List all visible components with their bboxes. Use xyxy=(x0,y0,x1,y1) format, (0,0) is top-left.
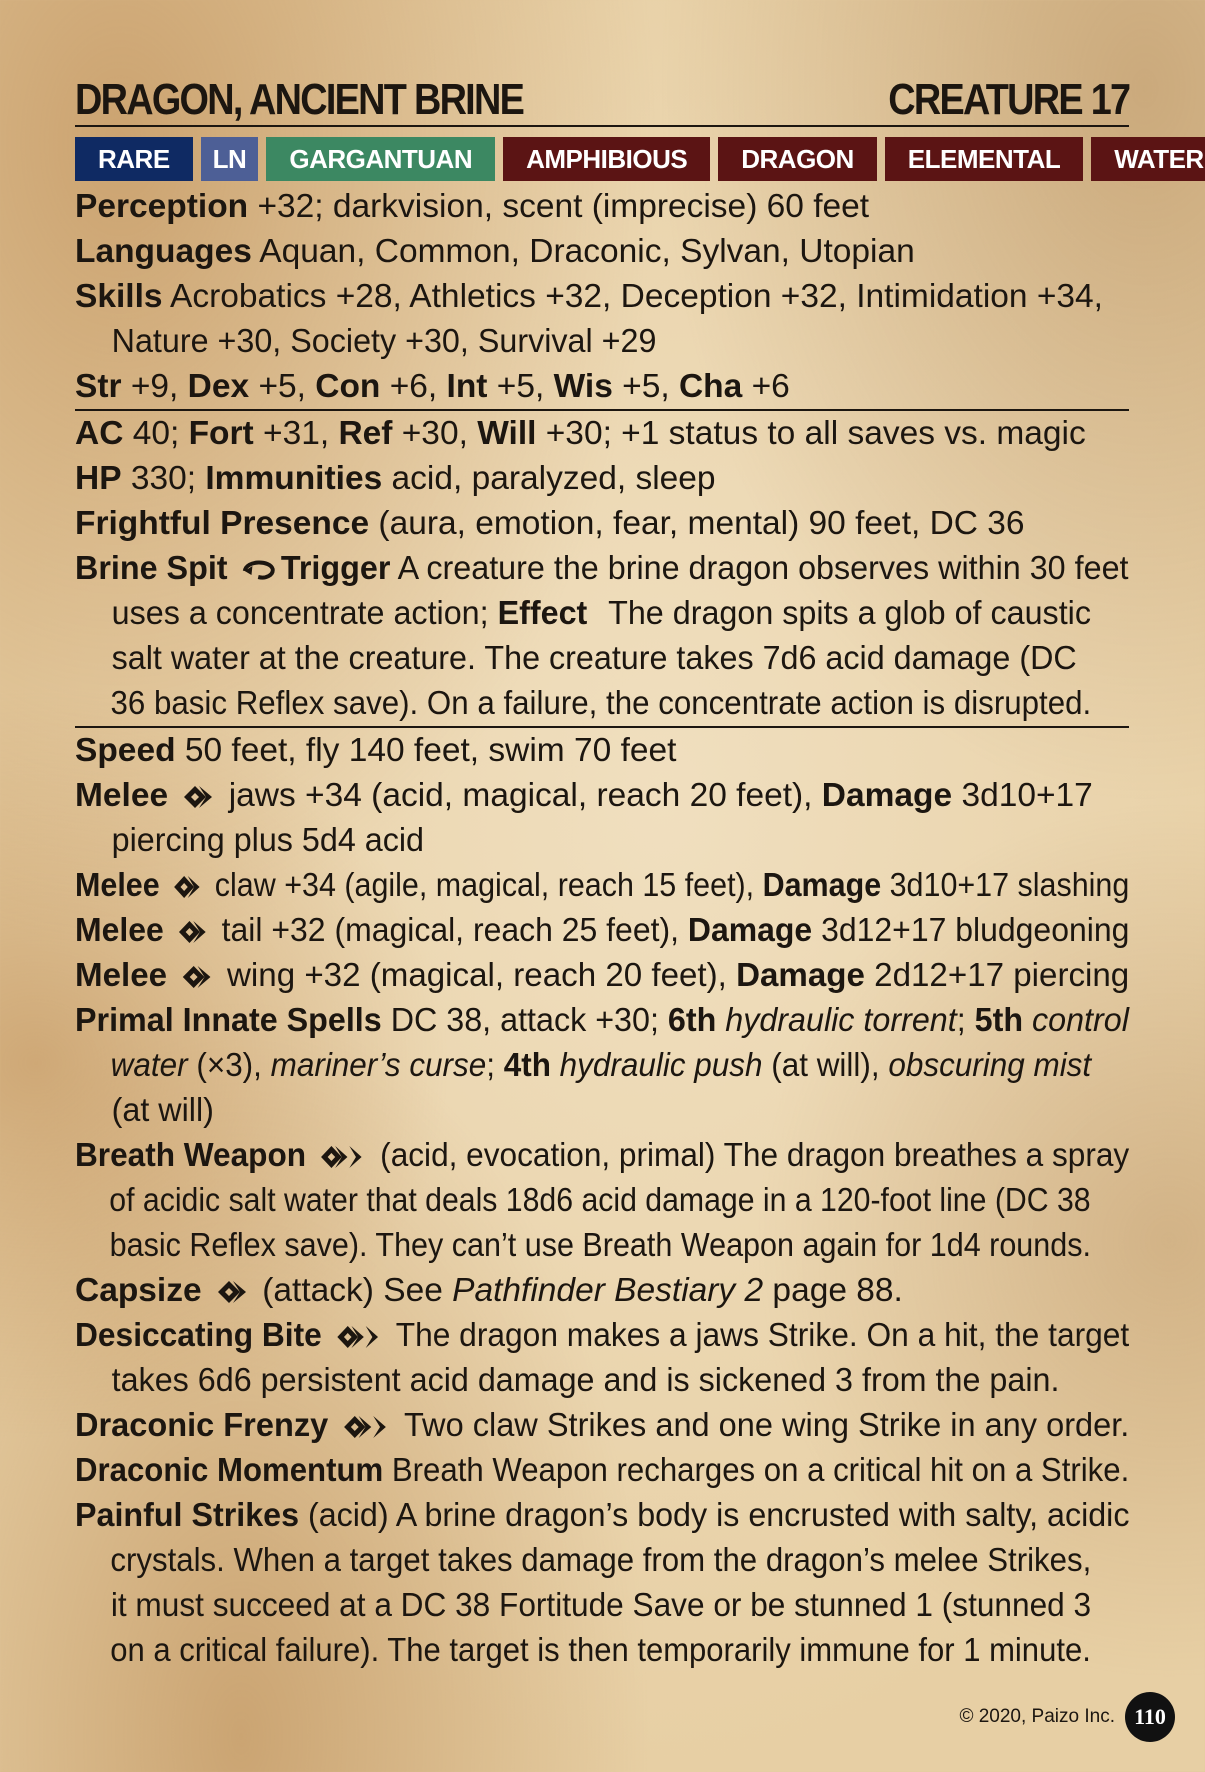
page-footer xyxy=(959,1692,1175,1742)
spell-hydraulic-torrent: hydraulic torrent xyxy=(725,1002,957,1039)
defense-line xyxy=(75,411,1129,456)
frightful-presence-label: Frightful Presence xyxy=(75,505,370,542)
brine-spit-text-2b: The dragon spits a glob of caustic xyxy=(608,595,1091,632)
languages-line xyxy=(75,229,1129,274)
painful-strikes-label: Painful Strikes xyxy=(75,1497,300,1534)
immunities-label: Immunities xyxy=(205,460,383,497)
trait-dragon: DRAGON xyxy=(718,137,877,181)
melee-attack: claw +34 (agile, magical, reach 15 feet), xyxy=(206,867,763,904)
spell-control-water-cont: water xyxy=(110,1047,188,1084)
spell-note: (×3), xyxy=(187,1047,271,1084)
spell-note: (at will), xyxy=(762,1047,889,1084)
damage-label: Damage xyxy=(821,777,953,814)
breath-weapon-line xyxy=(75,1133,1130,1178)
will-label: Will xyxy=(477,415,537,452)
reaction-icon xyxy=(240,557,277,583)
breath-weapon-label: Breath Weapon xyxy=(75,1137,307,1174)
painful-strikes-line-3: it must succeed at a DC 38 Fortitude Save or be stunned 1 (stunned 3 xyxy=(110,1587,1092,1624)
languages-text: Aquan, Common, Draconic, Sylvan, Utopian xyxy=(251,233,915,270)
stat-block xyxy=(75,70,1204,1673)
painful-strikes-line-2: crystals. When a target takes damage from the dragon’s melee Strikes, xyxy=(110,1542,1092,1579)
hp-line xyxy=(75,456,1129,501)
hp-label: HP xyxy=(75,460,122,497)
skills-line-cont: Nature +30, Society +30, Survival +29 xyxy=(111,323,657,360)
spells-label: Primal Innate Spells xyxy=(75,1002,382,1039)
page-number: 110 xyxy=(1125,1692,1175,1742)
con-label: Con xyxy=(315,368,381,405)
rank-5-label: 5th xyxy=(974,1002,1024,1039)
skills-text: Acrobatics +28, Athletics +32, Deception +32, Intimidation +34, xyxy=(162,278,1103,315)
spell-mariners-curse: mariner’s curse xyxy=(270,1047,487,1084)
brine-spit-text-2a xyxy=(112,591,588,636)
melee-attack: tail +32 (magical, reach 25 feet), xyxy=(212,912,688,949)
creature-name: DRAGON, ANCIENT BRINE xyxy=(75,75,524,124)
cha-value: +6 xyxy=(742,368,790,405)
single-action-icon xyxy=(180,962,214,992)
melee-label: Melee xyxy=(75,867,160,904)
trait-water: WATER xyxy=(1091,137,1205,181)
con-value: +6, xyxy=(380,368,447,405)
damage-label: Damage xyxy=(687,912,813,949)
fort-label: Fort xyxy=(188,415,254,452)
draconic-momentum-line xyxy=(75,1448,1130,1493)
book-title: Pathfinder Bestiary 2 xyxy=(452,1272,764,1309)
melee-wing-line xyxy=(75,953,1130,998)
desiccating-bite-line xyxy=(75,1313,1130,1358)
melee-damage: 3d12+17 bludgeoning xyxy=(812,912,1130,949)
single-action-icon xyxy=(181,782,215,812)
spells-text: DC 38, attack +30; xyxy=(381,1002,668,1039)
int-value: +5, xyxy=(487,368,554,405)
desiccating-bite-label: Desiccating Bite xyxy=(75,1317,322,1354)
dex-label: Dex xyxy=(187,368,250,405)
melee-label: Melee xyxy=(75,957,168,994)
desiccating-bite-text: The dragon makes a jaws Strike. On a hit, the target xyxy=(387,1317,1130,1354)
trait-list xyxy=(75,137,1204,181)
spell-control-water: control xyxy=(1032,1002,1129,1039)
two-actions-icon xyxy=(319,1142,368,1172)
frightful-presence-line xyxy=(75,501,1129,546)
spell-obscuring-mist: obscuring mist xyxy=(888,1047,1092,1084)
single-action-icon xyxy=(215,1277,249,1307)
ac-text: 40; xyxy=(123,415,189,452)
painful-strikes-line-4: on a critical failure). The target is then temporarily immune for 1 minute. xyxy=(110,1632,1091,1669)
stat-lines xyxy=(75,184,1129,1673)
breath-weapon-line-2: of acidic salt water that deals 18d6 acid damage in a 120-foot line (DC 38 xyxy=(109,1182,1091,1219)
perception-line xyxy=(75,184,1129,229)
two-actions-icon xyxy=(341,1412,392,1442)
melee-label: Melee xyxy=(75,912,164,949)
spells-line-2 xyxy=(75,1043,1092,1088)
spell-separator: ; xyxy=(956,1002,975,1039)
brine-spit-label: Brine Spit xyxy=(75,550,228,587)
melee-claw-line xyxy=(75,863,1130,908)
brine-spit-line-2 xyxy=(75,591,1091,636)
melee-jaws-line-cont: piercing plus 5d4 acid xyxy=(111,822,424,859)
painful-strikes-line xyxy=(75,1493,1130,1538)
melee-damage: 3d10+17 slashing xyxy=(881,867,1130,904)
effect-label: Effect xyxy=(497,595,588,632)
single-action-icon xyxy=(177,917,209,947)
breath-weapon-line-3: basic Reflex save). They can’t use Breath Weapon again for 1d4 rounds. xyxy=(109,1227,1091,1264)
trait-amphibious: AMPHIBIOUS xyxy=(503,137,710,181)
draconic-frenzy-line xyxy=(75,1403,1130,1448)
perception-text: +32; darkvision, scent (imprecise) 60 feet xyxy=(248,188,870,225)
fort-text: +31, xyxy=(253,415,339,452)
capsize-line xyxy=(75,1268,1129,1313)
trait-alignment: LN xyxy=(201,137,259,181)
speed-line xyxy=(75,728,1129,773)
ref-label: Ref xyxy=(338,415,393,452)
speed-text: 50 feet, fly 140 feet, swim 70 feet xyxy=(175,732,677,769)
frightful-presence-text: (aura, emotion, fear, mental) 90 feet, DC 36 xyxy=(369,505,1025,542)
draconic-momentum-text: Breath Weapon recharges on a critical hit on a Strike. xyxy=(383,1452,1130,1489)
skills-label: Skills xyxy=(75,278,163,315)
capsize-text: (attack) See xyxy=(252,1272,453,1309)
skills-line xyxy=(75,274,1129,319)
trait-size: GARGANTUAN xyxy=(266,137,495,181)
trait-elemental: ELEMENTAL xyxy=(885,137,1083,181)
trigger-text: A creature the brine dragon observes within 30 feet xyxy=(390,550,1129,587)
ability-scores-line xyxy=(75,364,1129,409)
melee-label: Melee xyxy=(75,777,169,814)
spell-separator: ; xyxy=(486,1047,504,1084)
str-value: +9, xyxy=(121,368,188,405)
rank-4-label: 4th xyxy=(503,1047,551,1084)
breath-weapon-text: (acid, evocation, primal) The dragon breathes a spray xyxy=(371,1137,1130,1174)
melee-tail-line xyxy=(75,908,1130,953)
cha-label: Cha xyxy=(678,368,743,405)
melee-damage: 2d12+17 piercing xyxy=(864,957,1130,994)
draconic-frenzy-text: Two claw Strikes and one wing Strike in any order. xyxy=(395,1407,1130,1444)
copyright: © 2020, Paizo Inc. xyxy=(959,1706,1115,1727)
single-action-icon xyxy=(172,872,203,902)
speed-label: Speed xyxy=(75,732,176,769)
spell-hydraulic-push: hydraulic push xyxy=(559,1047,763,1084)
will-text: +30; +1 status to all saves vs. magic xyxy=(536,415,1086,452)
brine-spit-text-2a-inner: uses a concentrate action; xyxy=(111,595,498,632)
languages-label: Languages xyxy=(75,233,252,270)
rank-6-label: 6th xyxy=(667,1002,717,1039)
melee-jaws-line xyxy=(75,773,1129,818)
draconic-frenzy-label: Draconic Frenzy xyxy=(75,1407,329,1444)
desiccating-bite-line-2: takes 6d6 persistent acid damage and is sickened 3 from the pain. xyxy=(111,1362,1060,1399)
melee-attack: jaws +34 (acid, magical, reach 20 feet), xyxy=(219,777,822,814)
two-actions-icon xyxy=(334,1322,383,1352)
draconic-momentum-label: Draconic Momentum xyxy=(75,1452,384,1489)
painful-strikes-text: (acid) A brine dragon’s body is encrusted with salty, acidic xyxy=(299,1497,1130,1534)
brine-spit-line xyxy=(75,546,1129,591)
dex-value: +5, xyxy=(249,368,316,405)
str-label: Str xyxy=(75,368,122,405)
brine-spit-line-3: salt water at the creature. The creature takes 7d6 acid damage (DC xyxy=(111,640,1077,677)
wis-value: +5, xyxy=(612,368,679,405)
immunities-text: acid, paralyzed, sleep xyxy=(382,460,716,497)
melee-attack: wing +32 (magical, reach 20 feet), xyxy=(217,957,737,994)
creature-level: CREATURE 17 xyxy=(887,75,1129,124)
ref-text: +30, xyxy=(392,415,478,452)
int-label: Int xyxy=(446,368,488,405)
spells-line xyxy=(75,998,1129,1043)
melee-damage: 3d10+17 xyxy=(952,777,1093,814)
spells-line-3: (at will) xyxy=(111,1092,214,1129)
wis-label: Wis xyxy=(553,368,613,405)
ac-label: AC xyxy=(75,415,124,452)
hp-text: 330; xyxy=(121,460,206,497)
trigger-label: Trigger xyxy=(280,550,391,587)
capsize-label: Capsize xyxy=(75,1272,202,1309)
capsize-text-2: page 88. xyxy=(763,1272,903,1309)
trait-rarity: RARE xyxy=(75,137,193,181)
brine-spit-line-4: 36 basic Reflex save). On a failure, the concentrate action is disrupted. xyxy=(110,685,1092,722)
perception-label: Perception xyxy=(75,188,249,225)
damage-label: Damage xyxy=(762,867,882,904)
stat-block-header xyxy=(75,70,1129,127)
damage-label: Damage xyxy=(736,957,865,994)
